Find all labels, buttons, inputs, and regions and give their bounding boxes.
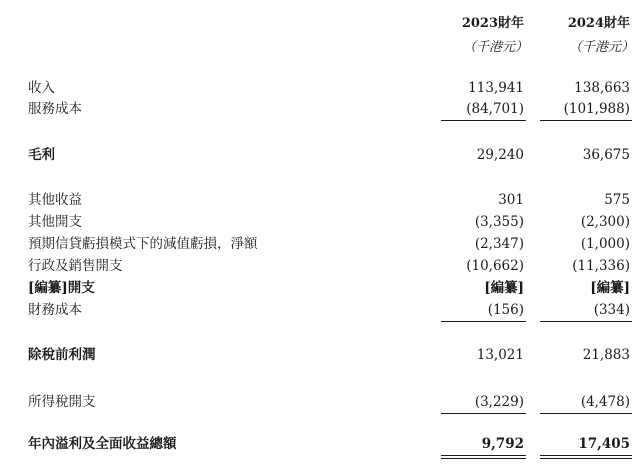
table-row-admin-selling-expenses — [0, 256, 640, 276]
value-2023: (84,701) — [466, 101, 524, 117]
total-double-rule-2024-top — [540, 455, 632, 456]
table-row-other-income — [0, 190, 640, 210]
table-row-income-tax — [0, 392, 640, 412]
value-2023: [編纂] — [484, 280, 524, 296]
value-2024: (4,478) — [580, 394, 630, 410]
row-label: 所得稅開支 — [28, 394, 96, 410]
value-2023: 29,240 — [476, 147, 524, 163]
subtotal-rule-2023 — [441, 413, 526, 414]
value-2023: (2,347) — [474, 236, 524, 252]
value-2024: (2,300) — [580, 214, 630, 230]
total-double-rule-2023-top — [441, 455, 526, 456]
row-label: 年內溢利及全面收益總額 — [28, 436, 177, 452]
row-label: 毛利 — [28, 147, 55, 163]
value-2023: (3,355) — [474, 214, 524, 230]
value-2023: (10,662) — [466, 258, 524, 274]
table-row-profit-before-tax — [0, 345, 640, 365]
table-row-finance-costs — [0, 300, 640, 320]
value-2023: 9,792 — [481, 436, 524, 452]
value-2024: 138,663 — [574, 80, 630, 96]
subtotal-rule-2024 — [540, 120, 632, 121]
value-2024: 21,883 — [582, 347, 630, 363]
column-header-2023: 2023財年 — [461, 16, 524, 31]
row-label: 財務成本 — [28, 302, 82, 318]
row-label: 除稅前利潤 — [28, 347, 96, 363]
table-row-other-expenses — [0, 212, 640, 232]
column-unit-2023: （千港元） — [462, 40, 528, 55]
subtotal-rule-2024 — [540, 413, 632, 414]
value-2024: [編纂] — [590, 280, 630, 296]
total-double-rule-2023-bottom — [441, 458, 526, 459]
value-2024: (11,336) — [572, 258, 630, 274]
table-row-cost-of-services — [0, 99, 640, 119]
value-2024: (101,988) — [563, 101, 630, 117]
column-unit-2024: （千港元） — [568, 40, 634, 55]
value-2023: 301 — [498, 192, 524, 208]
row-label: 行政及銷售開支 — [28, 258, 123, 274]
value-2024: (1,000) — [580, 236, 630, 252]
row-label: [編纂]開支 — [28, 280, 95, 296]
table-row-impairment-losses — [0, 234, 640, 254]
row-label: 其他收益 — [28, 192, 82, 208]
value-2023: (3,229) — [474, 394, 524, 410]
row-label: 服務成本 — [28, 101, 82, 117]
value-2024: 575 — [604, 192, 630, 208]
table-row-redacted-expenses — [0, 278, 640, 298]
table-row-revenue — [0, 78, 640, 98]
subtotal-rule-2024 — [540, 321, 632, 322]
value-2023: 13,021 — [476, 347, 524, 363]
total-double-rule-2024-bottom — [540, 458, 632, 459]
value-2024: 17,405 — [578, 436, 630, 452]
value-2023: (156) — [487, 302, 524, 318]
value-2023: 113,941 — [468, 80, 524, 96]
row-label: 預期信貸虧損模式下的減值虧損，淨額 — [28, 236, 258, 252]
value-2024: (334) — [593, 302, 630, 318]
value-2024: 36,675 — [582, 147, 630, 163]
table-row-total-comprehensive-income — [0, 434, 640, 454]
row-label: 其他開支 — [28, 214, 82, 230]
row-label: 收入 — [28, 80, 55, 96]
table-row-gross-profit — [0, 145, 640, 165]
subtotal-rule-2023 — [441, 120, 526, 121]
subtotal-rule-2023 — [441, 321, 526, 322]
column-header-2024: 2024財年 — [567, 16, 630, 31]
